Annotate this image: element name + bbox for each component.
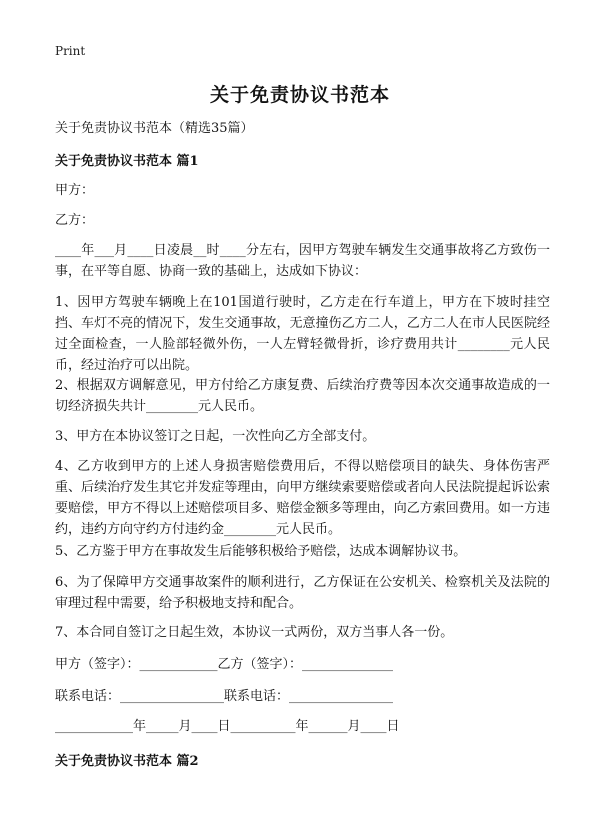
document-subtitle: 关于免责协议书范本（精选35篇）	[55, 121, 254, 136]
print-link[interactable]: Print	[55, 44, 86, 58]
party-a-label: 甲方：	[55, 183, 95, 198]
phone-line: 联系电话：________________联系电话：________________	[55, 689, 394, 704]
clause-4: 4、乙方收到甲方的上述人身损害赔偿费用后，不得以赔偿项目的缺失、身体伤害严重、后续治疗发生其它并发症等理由，向甲方继续索要赔偿或者向人民法院提起诉讼索要赔偿，甲方不得以上述赔偿项目多、赔偿金额多等理由，向乙方索回费用。如一方违约，违约方向守约方付违约金________元人民币。	[55, 459, 550, 537]
section-heading-2: 关于免责协议书范本 篇2	[55, 754, 199, 769]
clause-6: 6、为了保障甲方交通事故案件的顺利进行，乙方保证在公安机关、检察机关及法院的审理过程中需要，给予积极地支持和配合。	[55, 575, 550, 611]
clause-3: 3、甲方在本协议签订之日起，一次性向乙方全部支付。	[55, 429, 376, 444]
clause-7: 7、本合同自签订之日起生效，本协议一式两份，双方当事人各一份。	[55, 625, 454, 640]
date-line: ____________年_____月____日__________年______月____日	[55, 719, 400, 734]
clause-2: 2、根据双方调解意见，甲方付给乙方康复费、后续治疗费等因本次交通事故造成的一切经济损失共计________元人民币。	[55, 378, 550, 414]
party-b-label: 乙方：	[55, 213, 95, 228]
signature-line: 甲方（签字）：____________乙方（签字）：______________	[55, 657, 394, 672]
clause-5: 5、乙方鉴于甲方在事故发生后能够积极给予赔偿，达成本调解协议书。	[55, 544, 467, 559]
document-title: 关于免责协议书范本	[209, 84, 390, 106]
intro-paragraph: ____年___月____日凌晨__时____分左右，因甲方驾驶车辆发生交通事故将乙方致伤一事，在平等自愿、协商一致的基础上，达成如下协议：	[55, 243, 550, 279]
clause-1: 1、因甲方驾驶车辆晚上在101国道行驶时，乙方走在行车道上，甲方在下坡时挂空挡、车灯不亮的情况下，发生交通事故，无意撞伤乙方二人，乙方二人在市人民医院经过全面检查，一人脸部轻微外伤，一人左臂轻微骨折，诊疗费用共计________元人民币，经过治疗可以出院。	[55, 295, 550, 373]
section-heading-1: 关于免责协议书范本 篇1	[55, 154, 199, 169]
